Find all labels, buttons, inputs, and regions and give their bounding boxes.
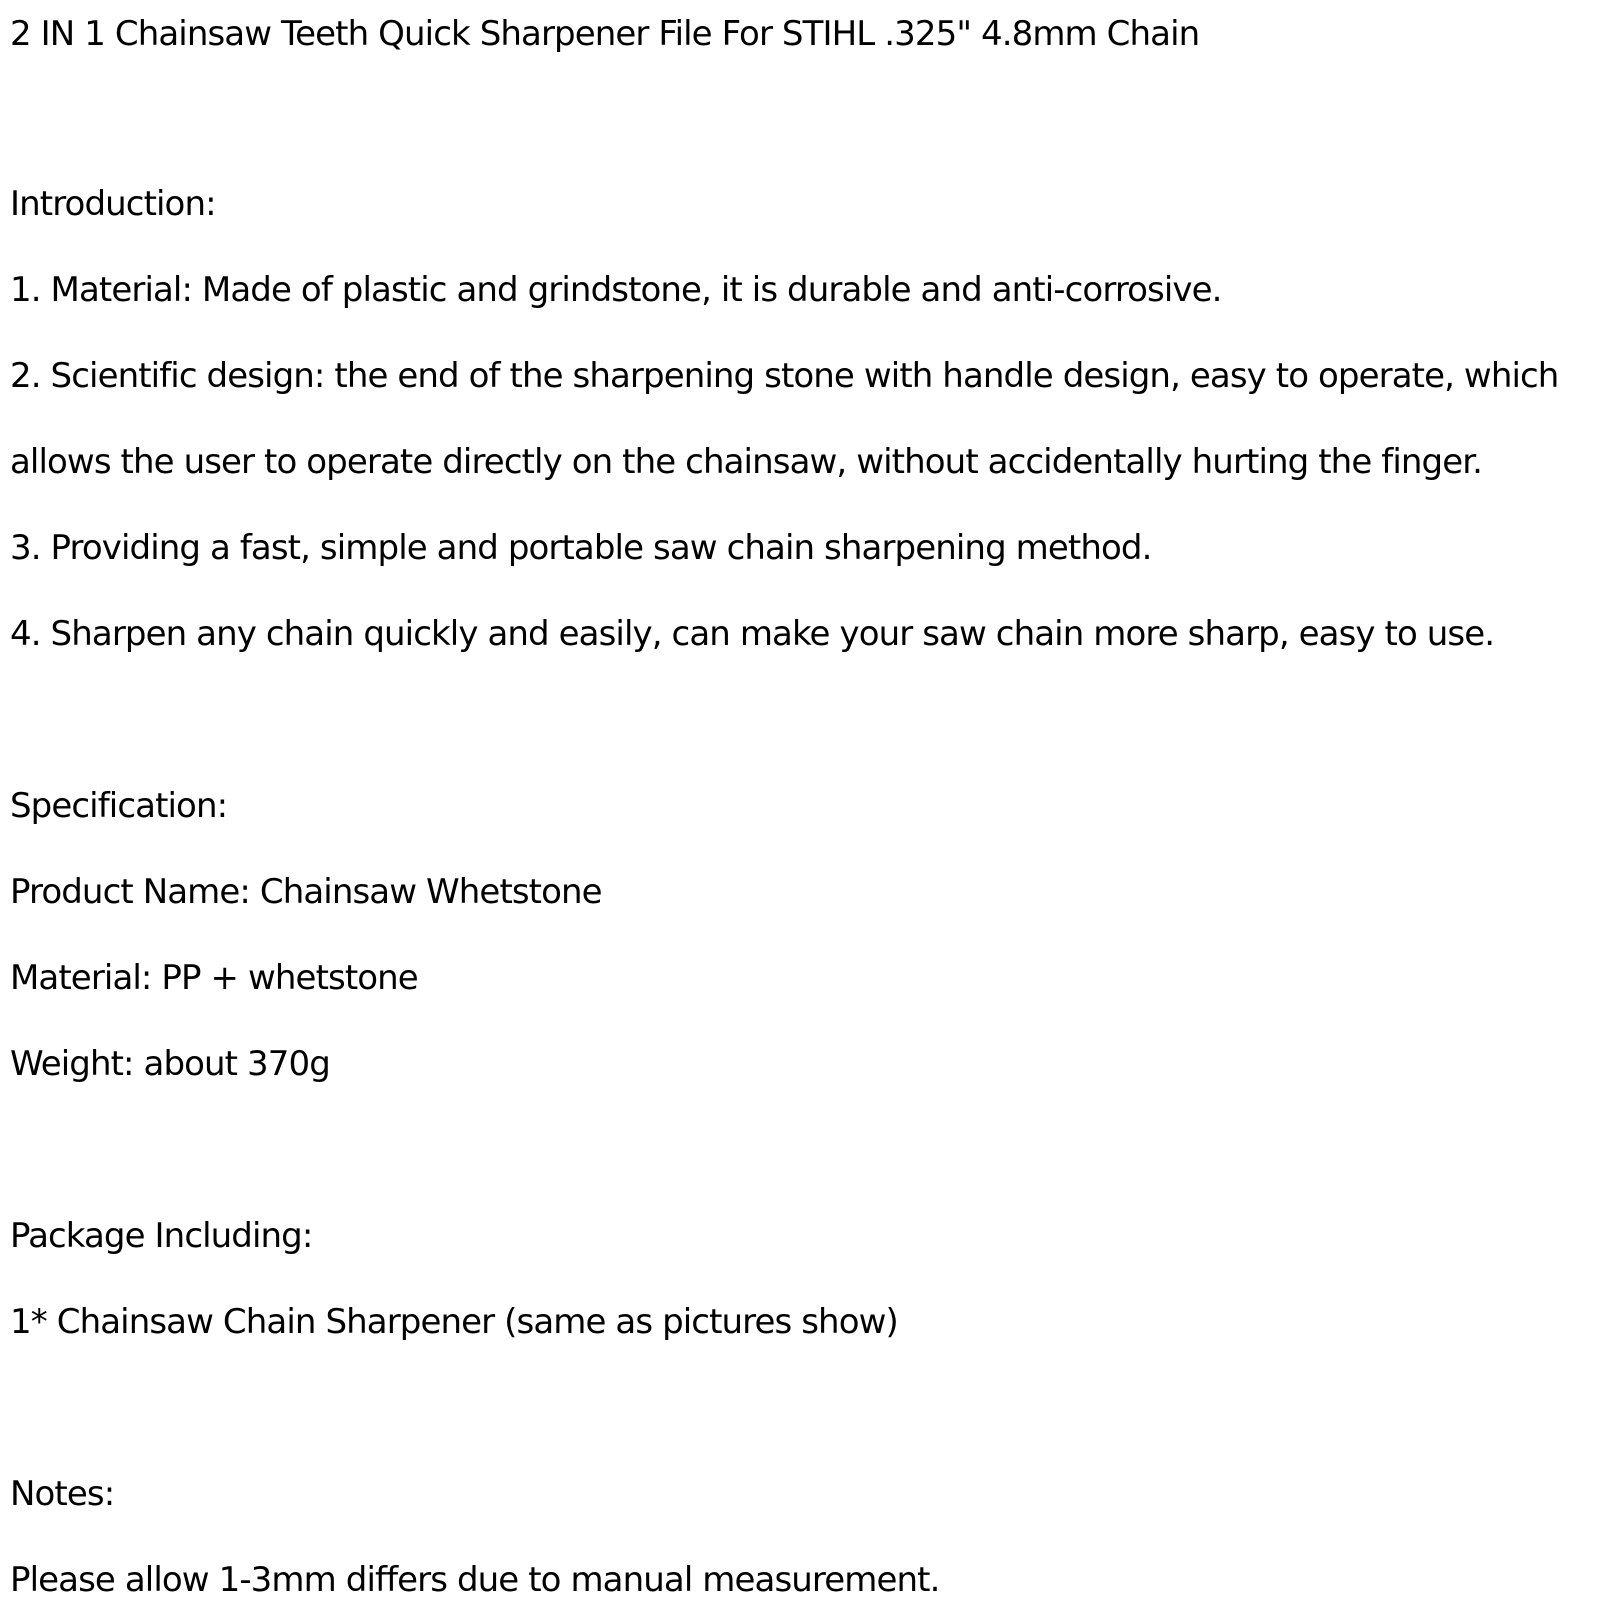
notes-heading: Notes:: [10, 1474, 115, 1514]
package-heading: Package Including:: [10, 1216, 313, 1256]
introduction-item-method: 3. Providing a fast, simple and portable saw chain sharpening method.: [10, 528, 1152, 568]
introduction-heading: Introduction:: [10, 184, 216, 224]
specification-weight: Weight: about 370g: [10, 1044, 330, 1084]
introduction-item-design-line-1: 2. Scientific design: the end of the sharpening stone with handle design, easy to operate, which: [10, 356, 1559, 396]
introduction-item-material: 1. Material: Made of plastic and grindstone, it is durable and anti-corrosive.: [10, 270, 1222, 310]
specification-product-name: Product Name: Chainsaw Whetstone: [10, 872, 602, 912]
specification-heading: Specification:: [10, 786, 228, 826]
introduction-item-sharpen: 4. Sharpen any chain quickly and easily, can make your saw chain more sharp, easy to use.: [10, 614, 1495, 654]
package-item: 1* Chainsaw Chain Sharpener (same as pictures show): [10, 1302, 898, 1342]
introduction-item-design-line-2: allows the user to operate directly on the chainsaw, without accidentally hurting the finger.: [10, 442, 1483, 482]
notes-item: Please allow 1-3mm differs due to manual measurement.: [10, 1560, 940, 1600]
product-title: 2 IN 1 Chainsaw Teeth Quick Sharpener File For STIHL .325" 4.8mm Chain: [10, 14, 1200, 54]
specification-material: Material: PP + whetstone: [10, 958, 418, 998]
